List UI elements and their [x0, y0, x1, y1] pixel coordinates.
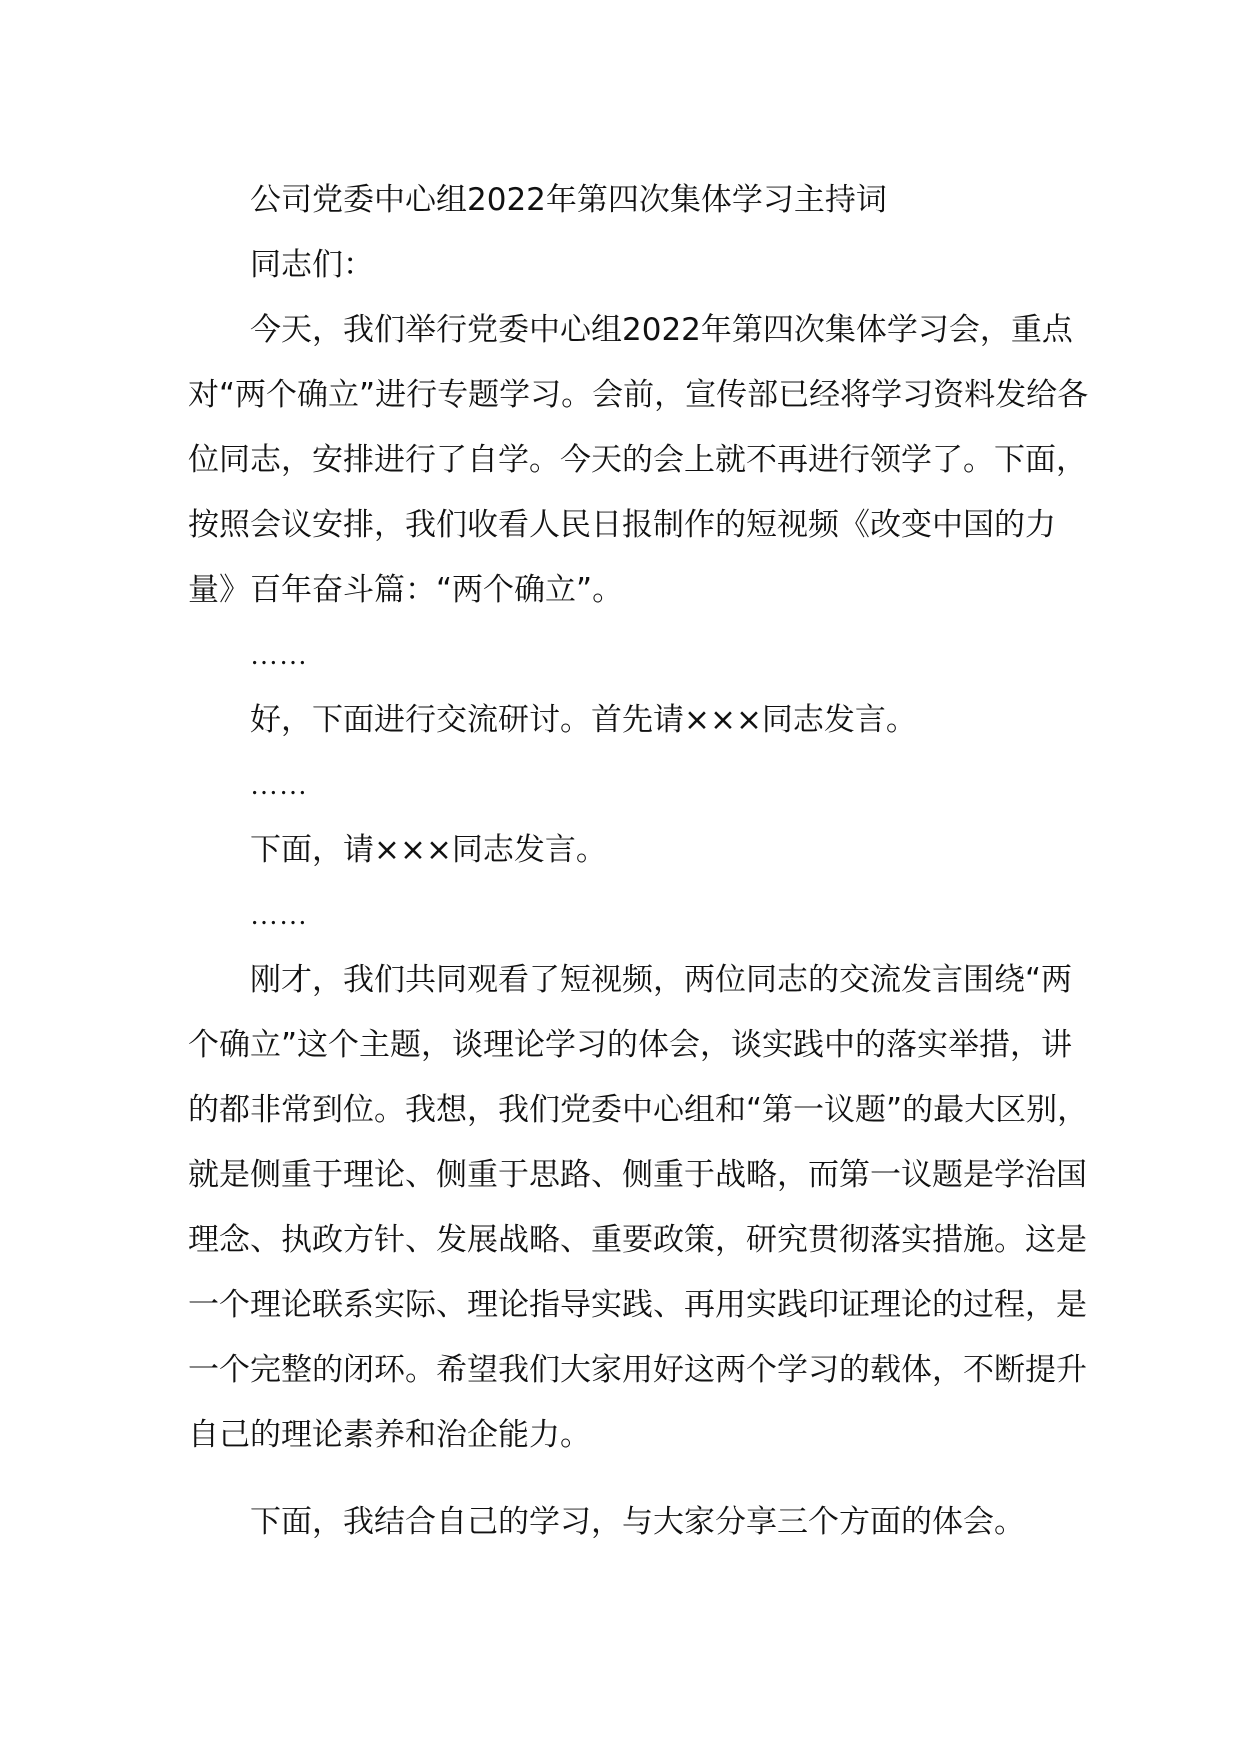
- document-title: 公司党委中心组2022年第四次集体学习主持词: [250, 182, 887, 218]
- salutation: 同志们：: [250, 247, 374, 283]
- document-body: [188, 168, 1093, 1555]
- paragraph-closing: 下面，我结合自己的学习，与大家分享三个方面的体会。: [250, 1504, 1025, 1540]
- paragraph-next-speaker: 下面，请×××同志发言。: [250, 832, 607, 868]
- paragraph-spacer: [188, 1468, 1093, 1490]
- ellipsis: ……: [250, 770, 308, 801]
- paragraph-opening: 今天，我们举行党委中心组2022年第四次集体学习会，重点对“两个确立”进行专题学习。会前，宣传部已经将学习资料发给各位同志，安排进行了自学。今天的会上就不再进行领学了。下面，按照会议安排，我们收看人民日报制作的短视频《改变中国的力量》百年奋斗篇：“两个确立”。: [188, 312, 1089, 608]
- paragraph-discussion: 好，下面进行交流研讨。首先请×××同志发言。: [250, 702, 917, 738]
- ellipsis: ……: [250, 640, 308, 671]
- paragraph-summary: 刚才，我们共同观看了短视频，两位同志的交流发言围绕“两个确立”这个主题，谈理论学习的体会，谈实践中的落实举措，讲的都非常到位。我想，我们党委中心组和“第一议题”的最大区别，就是侧重于理论、侧重于思路、侧重于战略，而第一议题是学治国理念、执政方针、发展战略、重要政策，研究贯彻落实措施。这是一个理论联系实际、理论指导实践、再用实践印证理论的过程，是一个完整的闭环。希望我们大家用好这两个学习的载体，不断提升自己的理论素养和治企能力。: [188, 962, 1089, 1453]
- ellipsis: ……: [250, 900, 308, 931]
